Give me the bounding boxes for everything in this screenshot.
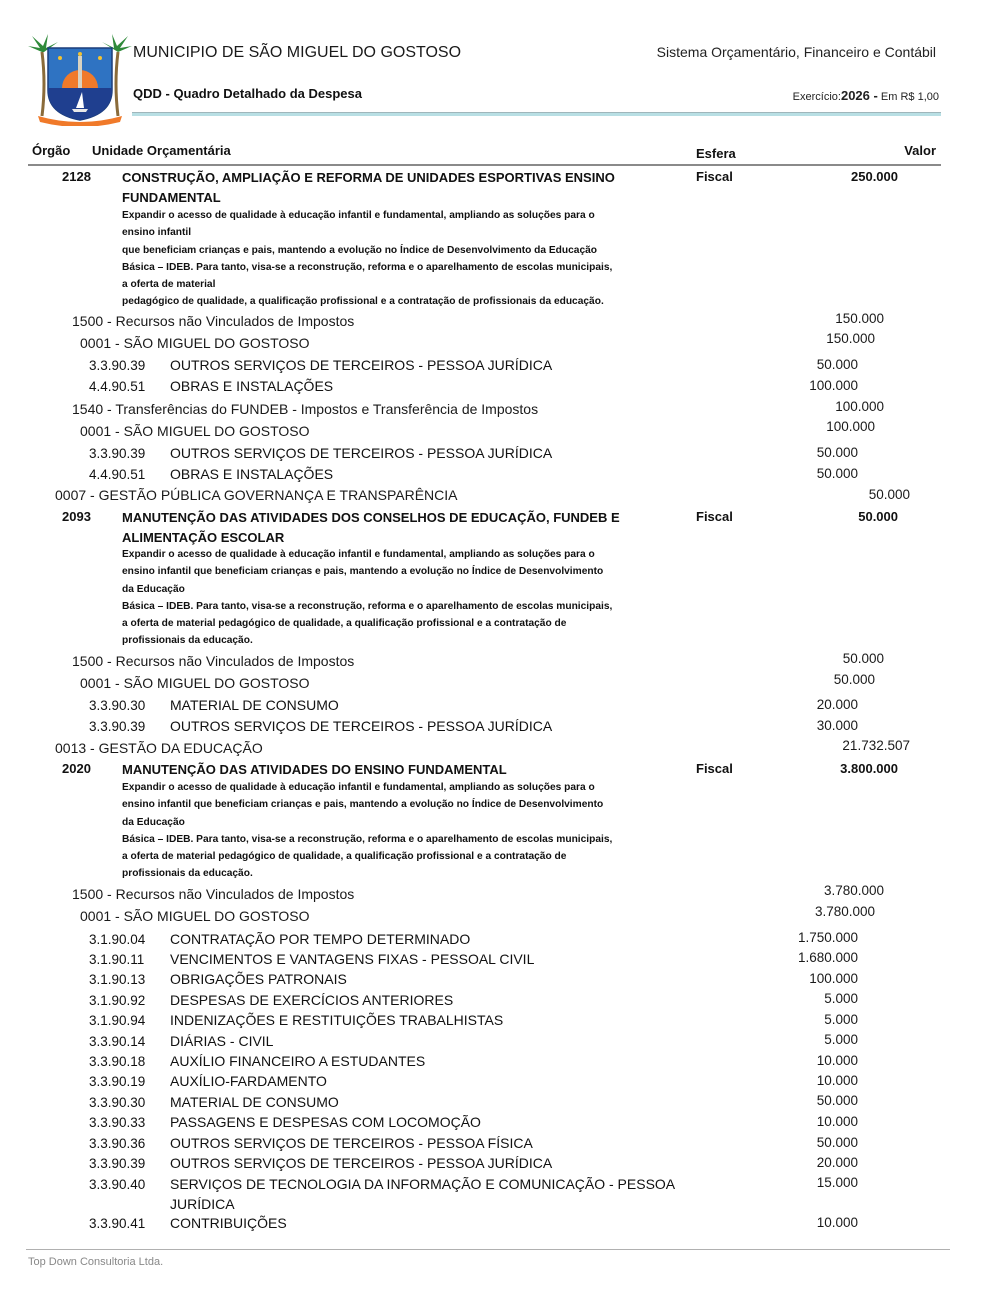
exercise-info [793,88,939,103]
exercise-year: 2026 - [840,88,878,103]
unit: 0001 - SÃO MIGUEL DO GOSTOSO [80,908,310,924]
action-description: Expandir o acesso de qualidade à educação infantil e fundamental, ampliando as soluções para o ensino infantil que beneficiam crianças e pais, mantendo a evolução no Índice de Desenvolvimento da Educação Básica – IDEB. Para tanto, visa-se a reconstrução, reforma e o aparelhamento de escolas municipais, a oferta de material pedagógico de qualidade, a qualificação profissional e a contratação de profissionais da educação. [122,549,613,647]
element-description: OUTROS SERVIÇOS DE TERCEIROS - PESSOA JURÍDICA [170,357,553,373]
element-description: CONTRATAÇÃO POR TEMPO DETERMINADO [170,931,471,947]
element-code: 3.3.90.40 [89,1177,146,1192]
element-value: 50.000 [816,1093,858,1108]
action-esfera: Fiscal [696,761,733,776]
element-value: 10.000 [816,1053,858,1068]
element-description: MATERIAL DE CONSUMO [170,1094,339,1110]
element-description: OBRAS E INSTALAÇÕES [170,466,334,482]
element-value: 20.000 [816,697,858,712]
funding-source-value: 150.000 [835,311,884,326]
element-value: 50.000 [816,466,858,481]
funding-source: 1500 - Recursos não Vinculados de Impostos [72,653,355,669]
element-value: 30.000 [816,718,858,733]
system-name: Sistema Orçamentário, Financeiro e Contábil [656,44,936,60]
column-header-divider [28,164,941,166]
element-code: 3.1.90.94 [89,1013,146,1028]
element-code: 3.3.90.19 [89,1074,146,1089]
header-divider [132,112,941,116]
funding-source-value: 3.780.000 [823,883,884,898]
action-esfera: Fiscal [696,169,733,184]
element-description: MATERIAL DE CONSUMO [170,697,339,713]
element-code: 3.3.90.39 [89,358,146,373]
element-description: OUTROS SERVIÇOS DE TERCEIROS - PESSOA JURÍDICA [170,1155,553,1171]
element-value: 50.000 [816,445,858,460]
action-value: 250.000 [851,169,898,184]
element-code: 3.3.90.36 [89,1136,146,1151]
element-value: 5.000 [824,991,858,1006]
element-code: 3.1.90.11 [89,952,145,967]
column-header-valor: Valor [904,143,936,158]
column-header-esfera: Esfera [696,146,736,161]
funding-source: 1540 - Transferências do FUNDEB - Impostos e Transferência de Impostos [72,401,539,417]
element-value: 5.000 [824,1012,858,1027]
program-value: 21.732.507 [842,738,910,753]
element-value: 100.000 [809,378,858,393]
municipality-name: MUNICIPIO DE SÃO MIGUEL DO GOSTOSO [133,44,462,61]
column-header-orgao: Órgão [32,143,71,158]
action-value: 3.800.000 [840,761,898,776]
unit: 0001 - SÃO MIGUEL DO GOSTOSO [80,423,310,439]
element-description: CONTRIBUIÇÕES [170,1215,287,1231]
unit: 0001 - SÃO MIGUEL DO GOSTOSO [80,335,310,351]
action-title: CONSTRUÇÃO, AMPLIAÇÃO E REFORMA DE UNIDADES ESPORTIVAS ENSINO FUNDAMENTAL [122,170,615,205]
element-value: 50.000 [816,1135,858,1150]
municipal-coat-of-arms-logo [28,34,132,126]
element-description: AUXÍLIO-FARDAMENTO [170,1073,327,1089]
element-code: 3.1.90.92 [89,993,146,1008]
program: 0013 - GESTÃO DA EDUCAÇÃO [55,740,263,756]
element-description: SERVIÇOS DE TECNOLOGIA DA INFORMAÇÃO E COMUNICAÇÃO - PESSOA JURÍDICA [170,1176,675,1212]
report-title: QDD - Quadro Detalhado da Despesa [133,86,362,101]
element-description: OUTROS SERVIÇOS DE TERCEIROS - PESSOA FÍSICA [170,1135,533,1151]
element-code: 3.3.90.18 [89,1054,146,1069]
action-description: Expandir o acesso de qualidade à educação infantil e fundamental, ampliando as soluções para o ensino infantil que beneficiam crianças e pais, mantendo a evolução no Índice de Desenvolvimento da Educação Básica – IDEB. Para tanto, visa-se a reconstrução, reforma e o aparelhamento de escolas municipais, a oferta de material pedagógico de qualidade, a qualificação profissional e a contratação de profissionais da educação. [122,782,613,880]
action-description: Expandir o acesso de qualidade à educação infantil e fundamental, ampliando as soluções para o ensino infantil que beneficiam crianças e pais, mantendo a evolução no Índice de Desenvolvimento da Educação Básica – IDEB. Para tanto, visa-se a reconstrução, reforma e o aparelhamento de escolas municipais, a oferta de material pedagógico de qualidade, a qualificação profissional e a contratação de profissionais da educação. [122,210,613,308]
action-code: 2020 [62,761,91,776]
element-value: 10.000 [816,1073,858,1088]
element-value: 5.000 [824,1032,858,1047]
unit-value: 50.000 [833,672,875,687]
action-value: 50.000 [858,509,898,524]
program: 0007 - GESTÃO PÚBLICA GOVERNANÇA E TRANSPARÊNCIA [55,487,458,503]
element-value: 1.680.000 [797,950,858,965]
footer-company: Top Down Consultoria Ltda. [28,1256,164,1268]
element-description: AUXÍLIO FINANCEIRO A ESTUDANTES [170,1053,426,1069]
element-code: 3.3.90.39 [89,719,146,734]
element-code: 3.3.90.39 [89,1156,146,1171]
element-value: 10.000 [816,1114,858,1129]
element-value: 1.750.000 [797,930,858,945]
unit-value: 100.000 [826,419,875,434]
element-description: OBRAS E INSTALAÇÕES [170,378,334,394]
element-description: OBRIGAÇÕES PATRONAIS [170,971,347,987]
element-description: INDENIZAÇÕES E RESTITUIÇÕES TRABALHISTAS [170,1012,504,1028]
element-value: 15.000 [816,1175,858,1190]
element-code: 3.3.90.41 [89,1216,146,1231]
element-description: DESPESAS DE EXERCÍCIOS ANTERIORES [170,992,454,1008]
action-title: MANUTENÇÃO DAS ATIVIDADES DO ENSINO FUNDAMENTAL [122,762,507,777]
funding-source-value: 50.000 [842,651,884,666]
unit-value: 3.780.000 [814,904,875,919]
element-code: 3.1.90.04 [89,932,146,947]
element-code: 3.3.90.30 [89,1095,146,1110]
funding-source: 1500 - Recursos não Vinculados de Impostos [72,313,355,329]
element-code: 3.3.90.14 [89,1034,146,1049]
currency-unit: Em R$ 1,00 [880,91,939,103]
element-description: DIÁRIAS - CIVIL [170,1033,274,1049]
element-code: 4.4.90.51 [89,379,146,394]
unit-value: 150.000 [826,331,875,346]
program-value: 50.000 [868,487,910,502]
exercise-label: Exercício: [792,91,841,103]
element-code: 3.3.90.39 [89,446,146,461]
element-code: 4.4.90.51 [89,467,146,482]
element-code: 3.1.90.13 [89,972,146,987]
footer-divider [26,1249,950,1250]
column-header-unidade: Unidade Orçamentária [92,143,231,158]
unit: 0001 - SÃO MIGUEL DO GOSTOSO [80,675,310,691]
element-code: 3.3.90.30 [89,698,146,713]
element-description: PASSAGENS E DESPESAS COM LOCOMOÇÃO [170,1114,481,1130]
element-value: 50.000 [816,357,858,372]
element-value: 100.000 [809,971,858,986]
action-code: 2093 [62,509,91,524]
action-title: MANUTENÇÃO DAS ATIVIDADES DOS CONSELHOS DE EDUCAÇÃO, FUNDEB E ALIMENTAÇÃO ESCOLAR [122,510,620,545]
element-value: 20.000 [816,1155,858,1170]
funding-source-value: 100.000 [835,399,884,414]
element-description: OUTROS SERVIÇOS DE TERCEIROS - PESSOA JURÍDICA [170,445,553,461]
element-description: OUTROS SERVIÇOS DE TERCEIROS - PESSOA JURÍDICA [170,718,553,734]
action-code: 2128 [62,169,91,184]
element-description: VENCIMENTOS E VANTAGENS FIXAS - PESSOAL CIVIL [170,951,535,967]
element-value: 10.000 [816,1215,858,1230]
element-code: 3.3.90.33 [89,1115,146,1130]
action-esfera: Fiscal [696,509,733,524]
funding-source: 1500 - Recursos não Vinculados de Impostos [72,886,355,902]
